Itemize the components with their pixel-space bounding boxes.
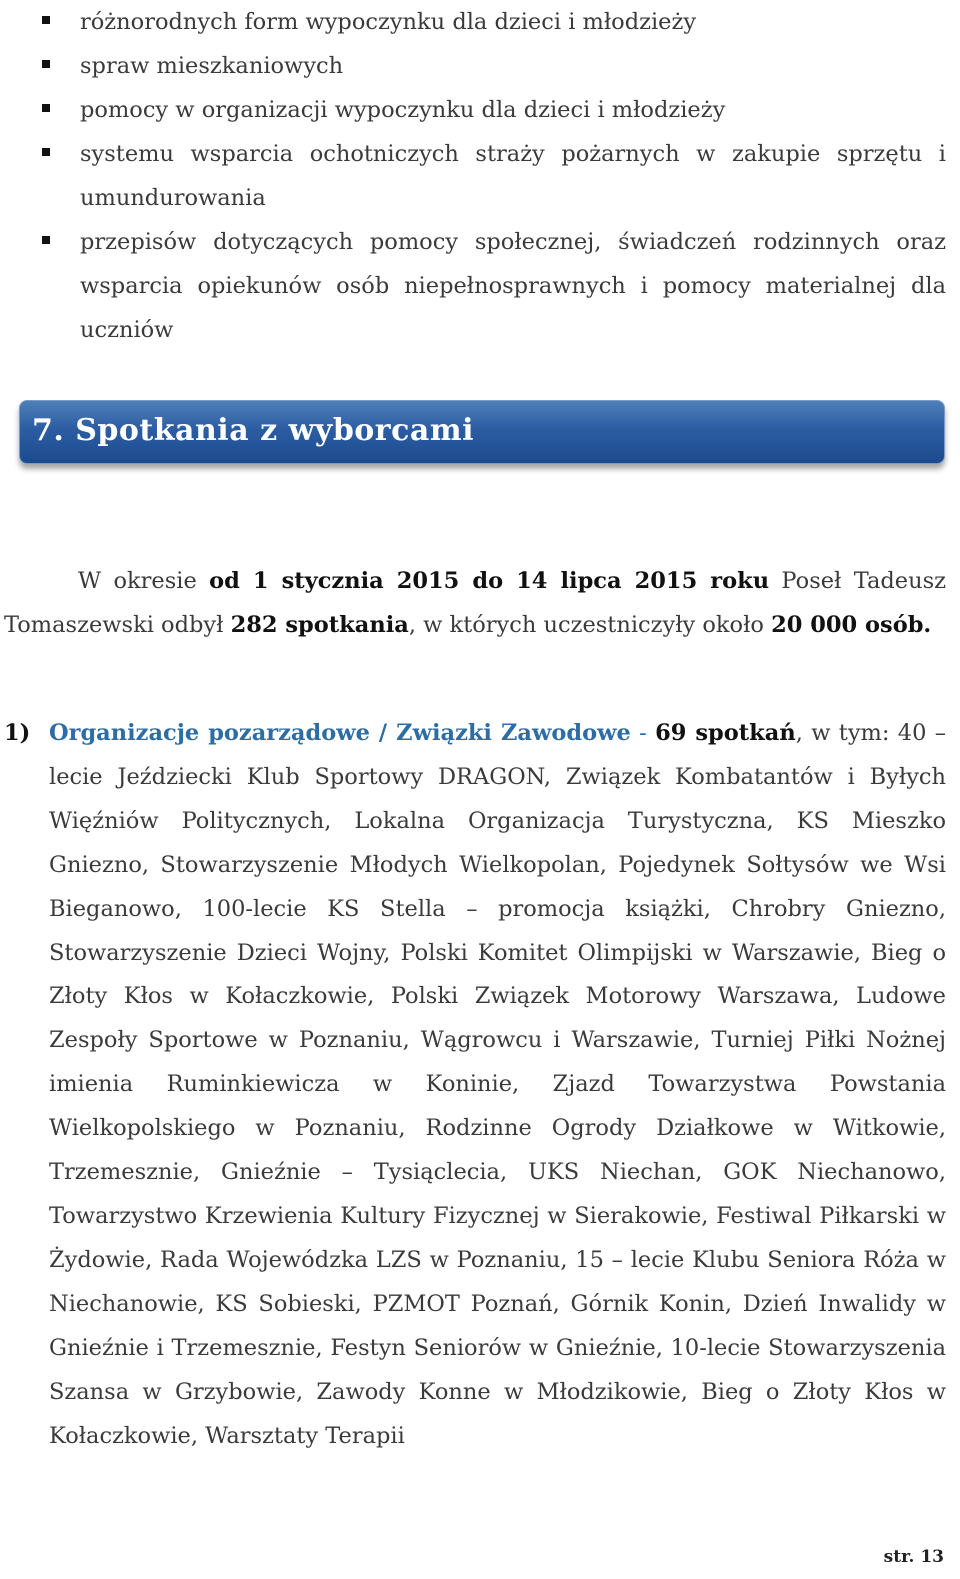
item-number: 1) (4, 720, 31, 746)
meeting-count: 282 spotkania (230, 612, 409, 638)
list-item: pomocy w organizacji wypoczynku dla dzieci i młodzieży (0, 88, 946, 132)
square-bullet-icon (42, 236, 50, 244)
section-heading-bar (19, 400, 945, 464)
support-topics-list (0, 0, 946, 352)
section-title: 7. Spotkania z wyborcami (32, 413, 474, 448)
item-separator: - (630, 720, 656, 746)
intro-paragraph: W okresie od 1 stycznia 2015 do 14 lipca 2015 roku Poseł Tadeusz Tomaszewski odbył 282 spotkania, w których uczestniczyły około 20 000 osób. (4, 568, 946, 638)
numbered-item (4, 712, 946, 1458)
square-bullet-icon (42, 16, 50, 24)
item-count: 69 spotkań (655, 720, 796, 746)
list-item: różnorodnych form wypoczynku dla dzieci i młodzieży (0, 0, 946, 44)
item-text: , w tym: 40 – lecie Jeździecki Klub Sportowy DRAGON, Związek Kombatantów i Byłych Więźniów Politycznych, Lokalna Organizacja Turystyczna, KS Mieszko Gniezno, Stowarzyszenie Młodych Wielkopolan, Pojedynek Sołtysów we Wsi Bieganowo, 100-lecie KS Stella – promocja książki, Chrobry Gniezno, Stowarzyszenie Dzieci Wojny, Polski Komitet Olimpijski w Warszawie, Bieg o Złoty Kłos w Kołaczkowie, Polski Związek Motorowy Warszawa, Ludowe Zespoły Sportowe w Poznaniu, Wągrowcu i Warszawie, Turniej Piłki Nożnej imienia Ruminkiewicza w Koninie, Zjazd Towarzystwa Powstania Wielkopolskiego w Poznaniu, Rodzinne Ogrody Działkowe w Witkowie, Trzemesznie, Gnieźnie – Tysiąclecia, UKS Niechan, GOK Niechanowo, Towarzystwo Krzewienia Kultury Fizycznej w Sierakowie, Festiwal Piłkarski w Żydowie, Rada Wojewódzka LZS w Poznaniu, 15 – lecie Klubu Seniora Róża w Niechanowie, KS Sobieski, PZMOT Poznań, Górnik Konin, Dzień Inwalidy w Gnieźnie i Trzemesznie, Festyn Seniorów w Gnieźnie, 10-lecie Stowarzyszenia Szansa w Grzybowie, Zawody Konne w Młodzikowie, Bieg o Złoty Kłos w Kołaczkowie, Warsztaty Terapii (49, 720, 946, 1449)
list-item: przepisów dotyczących pomocy społecznej, świadczeń rodzinnych oraz wsparcia opiekunów osób niepełnosprawnych i pomocy materialnej dla uczniów (0, 220, 946, 352)
list-item: systemu wsparcia ochotniczych straży pożarnych w zakupie sprzętu i umundurowania (0, 132, 946, 220)
page-number: str. 13 (883, 1547, 944, 1567)
square-bullet-icon (42, 104, 50, 112)
participant-count: 20 000 osób. (771, 612, 932, 638)
square-bullet-icon (42, 148, 50, 156)
square-bullet-icon (42, 60, 50, 68)
list-item: spraw mieszkaniowych (0, 44, 946, 88)
item-category: Organizacje pozarządowe / Związki Zawodowe (49, 720, 631, 746)
date-range: od 1 stycznia 2015 do 14 lipca 2015 roku (209, 568, 770, 594)
